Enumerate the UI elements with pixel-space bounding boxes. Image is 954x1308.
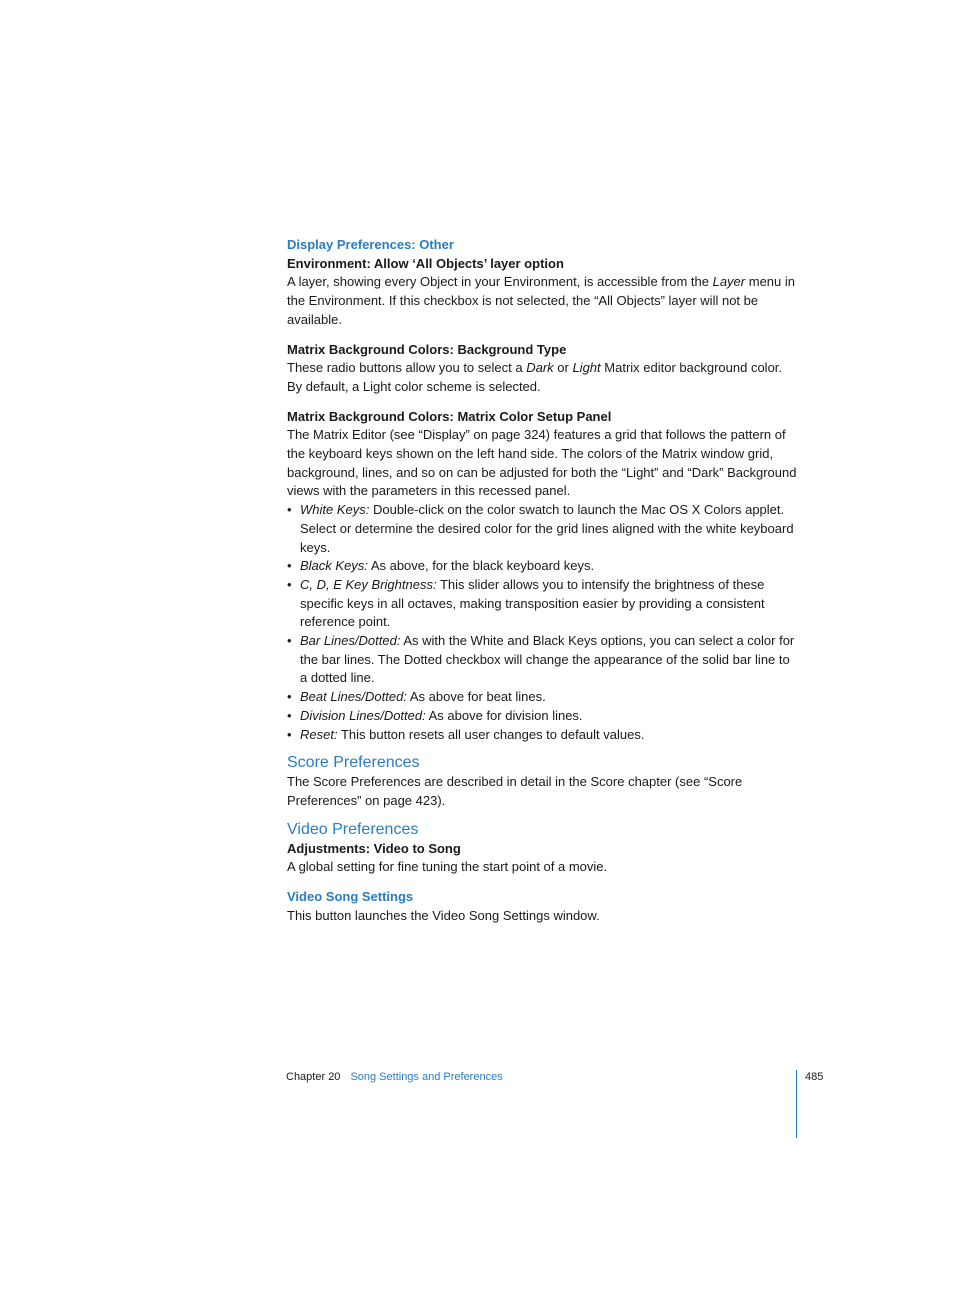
page-footer <box>286 1070 826 1084</box>
list-item: • Beat Lines/Dotted: As above for beat lines. <box>287 688 797 707</box>
list-item: • C, D, E Key Brightness: This slider allows you to intensify the brightness of these specific keys in all octaves, making transposition easier by providing a consistent reference point. <box>287 576 797 632</box>
footer-divider <box>796 1070 797 1138</box>
list-item: • Reset: This button resets all user changes to default values. <box>287 726 797 745</box>
page-content <box>287 236 797 926</box>
list-item: • Division Lines/Dotted: As above for division lines. <box>287 707 797 726</box>
list-item: • Bar Lines/Dotted: As with the White and Black Keys options, you can select a color for the bar lines. The Dotted checkbox will change the appearance of the solid bar line to a dotted line. <box>287 632 797 688</box>
video-adjust-heading: Adjustments: Video to Song <box>287 840 461 856</box>
display-other-heading: Display Preferences: Other <box>287 237 454 252</box>
bg-type-paragraph: These radio buttons allow you to select a Dark or Light Matrix editor background color. By default, a Light color scheme is selected. <box>287 360 783 394</box>
env-paragraph: A layer, showing every Object in your Environment, is accessible from the Layer menu in the Environment. If this checkbox is not selected, the “All Objects” layer will not be available. <box>287 274 795 327</box>
page-number: 485 <box>805 1071 824 1083</box>
list-item: • Black Keys: As above, for the black keyboard keys. <box>287 557 797 576</box>
color-panel-list <box>287 501 797 744</box>
color-panel-paragraph: The Matrix Editor (see “Display” on page 324) features a grid that follows the pattern of the keyboard keys shown on the left hand side. The colors of the Matrix window grid, background, lines, and so on can be adjusted for both the “Light” and “Dark” Background views with the parameters in this recessed panel. <box>287 427 797 499</box>
score-heading: Score Preferences <box>287 754 420 772</box>
video-song-settings-paragraph: This button launches the Video Song Settings window. <box>287 907 600 923</box>
list-item: • White Keys: Double-click on the color swatch to launch the Mac OS X Colors applet. Select or determine the desired color for the grid lines aligned with the white keyboard keys. <box>287 501 797 557</box>
bg-type-heading: Matrix Background Colors: Background Type <box>287 341 567 357</box>
score-paragraph: The Score Preferences are described in detail in the Score chapter (see “Score Preferences” on page 423). <box>287 774 743 808</box>
video-heading: Video Preferences <box>287 820 419 838</box>
env-heading: Environment: Allow ‘All Objects’ layer option <box>287 255 564 271</box>
footer-chapter-title: Song Settings and Preferences <box>350 1071 503 1083</box>
video-song-settings-heading: Video Song Settings <box>287 889 414 905</box>
color-panel-heading: Matrix Background Colors: Matrix Color Setup Panel <box>287 408 612 424</box>
footer-chapter: Chapter 20 <box>286 1071 341 1083</box>
video-adjust-paragraph: A global setting for fine tuning the start point of a movie. <box>287 859 608 875</box>
